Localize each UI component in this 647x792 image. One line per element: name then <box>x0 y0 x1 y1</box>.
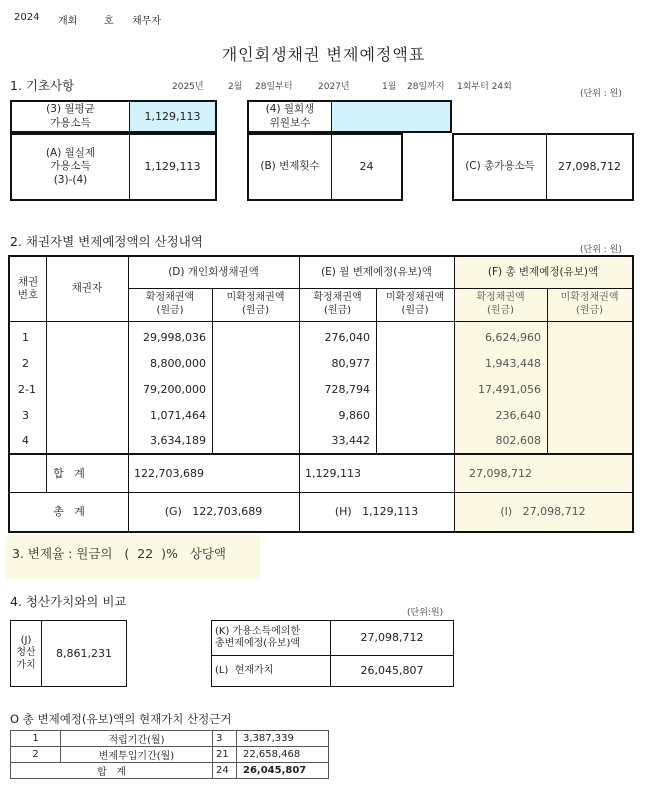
row-no: 3 <box>22 409 29 423</box>
d-unconfirmed-header: 미확정채권액 (원금) <box>226 292 285 316</box>
e-confirmed-cell: 33,442 <box>331 434 370 448</box>
k-value: 27,098,712 <box>360 631 424 645</box>
period-end-year: 2027년 <box>318 82 350 92</box>
header-case-mark: 호 <box>104 16 114 27</box>
section4-title: 4. 청산가치와의 비교 <box>10 594 127 609</box>
table-row <box>11 747 329 763</box>
d-confirmed-cell: 79,200,000 <box>143 383 206 397</box>
col-header-e: (E) 월 변제예정(유보)액 <box>321 265 432 278</box>
d-confirmed-cell: 29,998,036 <box>143 331 206 345</box>
f-confirmed-cell: 17,491,056 <box>478 383 541 397</box>
liquidation-value-box <box>10 620 127 687</box>
header-year: 2024 <box>14 12 40 23</box>
pv-row-label: 적립기간(월) <box>61 731 213 747</box>
total-income-box <box>452 133 634 201</box>
pv-total-months: 24 <box>213 763 237 779</box>
col-header-f: (F) 총 변제예정(유보)액 <box>487 265 599 278</box>
section2-title: 2. 채권자별 변제예정액의 산정내역 <box>10 234 203 249</box>
f-confirmed-cell: 802,608 <box>495 434 541 448</box>
f-confirmed-cell: 236,640 <box>495 409 541 423</box>
d-confirmed-cell: 1,071,464 <box>150 409 206 423</box>
pv-row-months: 21 <box>213 747 237 763</box>
row-no: 2-1 <box>18 383 36 397</box>
col-header-creditor: 채권자 <box>71 282 103 295</box>
present-value-table <box>10 730 329 779</box>
period-rounds: 1회부터 24회 <box>457 82 512 92</box>
period-start-day: 28일부터 <box>255 82 293 92</box>
repayment-count-value: 24 <box>359 160 374 174</box>
monthly-avg-value: 1,129,113 <box>130 102 215 131</box>
repayment-rate-text: 3. 변제율 : 원금의 ( 22 )% 상당액 <box>12 546 227 561</box>
sum-e: 1,129,113 <box>305 466 361 480</box>
d-confirmed-header: 확정채권액 (원금) <box>145 292 195 316</box>
header-debtor-label: 채무자 <box>132 16 161 27</box>
period-start-year: 2025년 <box>172 82 204 92</box>
l-value: 26,045,807 <box>360 664 424 678</box>
grand-h: (H) 1,129,113 <box>334 505 419 519</box>
f-confirmed-cell: 1,943,448 <box>485 357 541 371</box>
d-confirmed-cell: 8,800,000 <box>150 357 206 371</box>
actual-income-label: (A) 월실제 가용소득 (3)-(4) <box>45 147 96 186</box>
actual-income-value: 1,129,113 <box>144 160 201 174</box>
repayment-count-label: (B) 변제횟수 <box>260 160 320 173</box>
total-income-value: 27,098,712 <box>558 160 621 174</box>
e-confirmed-header: 확정채권액 (원금) <box>313 292 362 316</box>
pv-total-value: 26,045,807 <box>237 763 329 779</box>
pv-row-value: 3,387,339 <box>237 731 329 747</box>
trustee-fee-label: (4) 월회생 위원보수 <box>265 103 315 129</box>
trustee-fee-value <box>332 102 450 131</box>
period-end-day: 28일까지 <box>407 82 445 92</box>
pv-row-value: 22,658,468 <box>237 747 329 763</box>
section1-unit: (단위 : 원) <box>580 89 622 99</box>
monthly-avg-box <box>10 100 217 133</box>
section4-unit: (단위:원) <box>407 608 444 618</box>
e-confirmed-cell: 728,794 <box>324 383 370 397</box>
e-confirmed-cell: 80,977 <box>331 357 370 371</box>
pv-row-no: 2 <box>11 747 61 763</box>
sum-f: 27,098,712 <box>469 466 532 480</box>
f-confirmed-header: 확정채권액 (원금) <box>476 292 525 316</box>
liquidation-value-label: (J) 청산 가치 <box>16 634 36 671</box>
f-unconfirmed-header: 미확정채권액 (원금) <box>560 292 619 316</box>
row-no: 4 <box>22 434 29 448</box>
table-row <box>11 731 329 747</box>
k-label: (K) 가용소득에의한 총변제예정(유보)액 <box>215 625 301 649</box>
header-court: 개회 <box>58 16 78 27</box>
total-income-label: (C) 총가용소득 <box>465 160 535 173</box>
sum-d: 122,703,689 <box>134 466 204 480</box>
pv-row-no: 1 <box>11 731 61 747</box>
row-no: 1 <box>22 331 29 345</box>
e-confirmed-cell: 276,040 <box>324 331 370 345</box>
actual-income-box <box>10 133 217 201</box>
trustee-fee-box <box>247 100 452 133</box>
period-end-month: 1월 <box>382 82 397 92</box>
comparison-box <box>211 620 454 687</box>
pv-row-label: 변제투입기간(월) <box>61 747 213 763</box>
f-confirmed-cell: 6,624,960 <box>485 331 541 345</box>
repayment-count-box <box>247 133 403 201</box>
pv-total-label: 합 계 <box>11 763 213 779</box>
period-start-month: 2월 <box>228 82 243 92</box>
table-total-row <box>11 763 329 779</box>
pv-row-months: 3 <box>213 731 237 747</box>
l-label: (L) 현재가치 <box>215 664 274 676</box>
e-unconfirmed-header: 미확정채권액 (원금) <box>386 292 444 316</box>
col-header-d: (D) 개인회생채권액 <box>168 265 259 278</box>
e-confirmed-cell: 9,860 <box>338 409 370 423</box>
monthly-avg-label: (3) 월평균 가용소득 <box>46 103 95 129</box>
section2-unit: (단위 : 원) <box>580 245 622 255</box>
liquidation-value-value: 8,861,231 <box>56 646 112 660</box>
sum-label: 합 계 <box>53 466 85 480</box>
row-no: 2 <box>22 357 29 371</box>
repayment-rate-box <box>6 535 260 579</box>
grand-label: 총 계 <box>53 505 85 519</box>
grand-i: (I) 27,098,712 <box>500 505 586 519</box>
grand-g: (G) 122,703,689 <box>164 505 263 519</box>
creditor-table <box>8 255 634 533</box>
d-confirmed-cell: 3,634,189 <box>150 434 206 448</box>
section1-title: 1. 기초사항 <box>10 78 75 93</box>
page-title: 개인회생채권 변제예정액표 <box>221 45 426 64</box>
section5-title: O 총 변제예정(유보)액의 현재가치 산정근거 <box>10 712 232 726</box>
col-header-no: 채권 번호 <box>17 275 39 301</box>
